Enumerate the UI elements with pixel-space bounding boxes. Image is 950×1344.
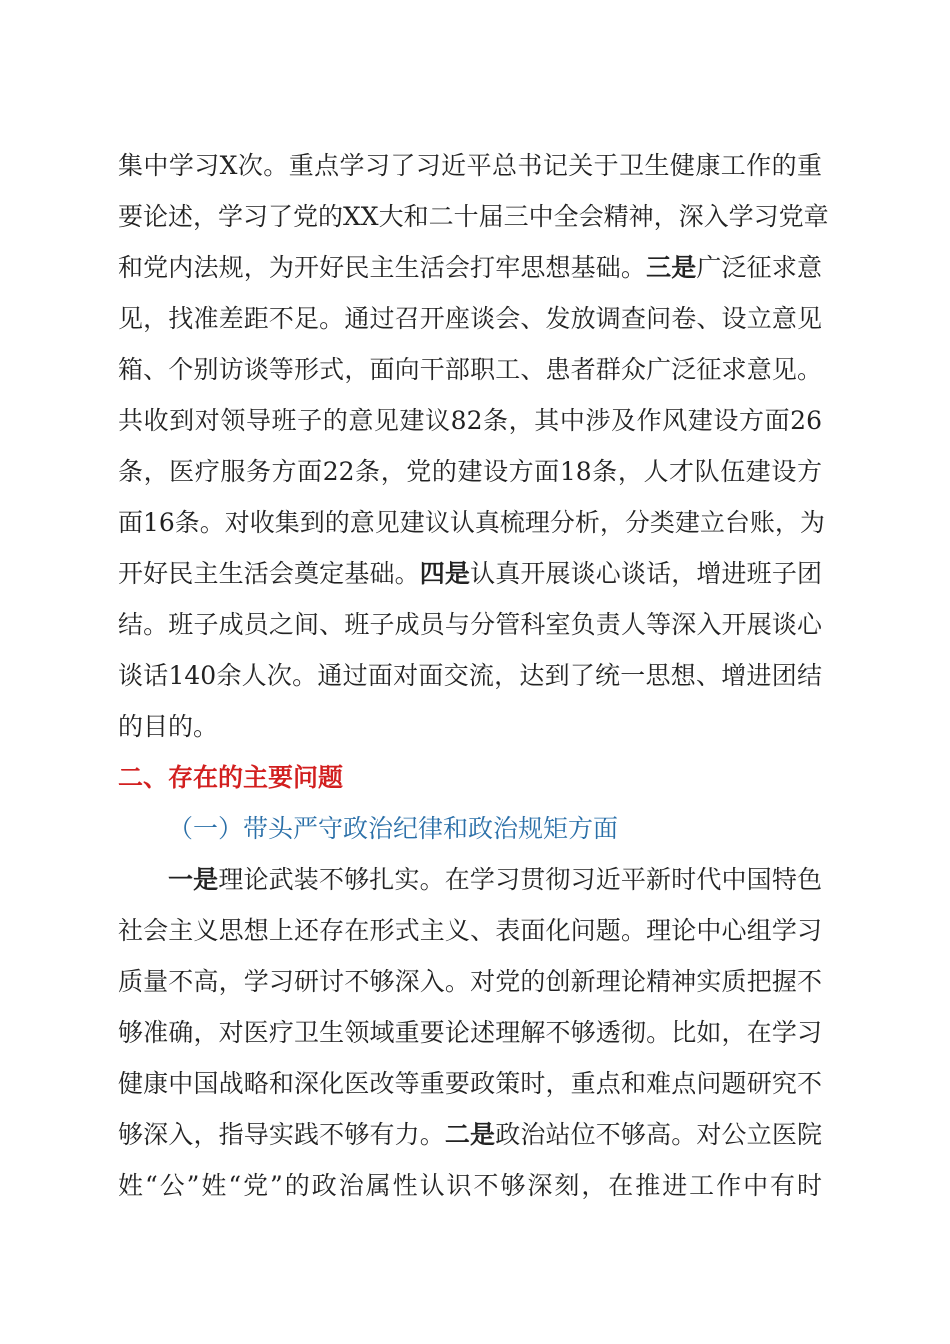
text-line: 健康中国战略和深化医改等重要政策时，重点和难点问题研究不 (118, 1069, 822, 1098)
text-line: 条，医疗服务方面22条，党的建设方面18条，人才队伍建设方 (118, 457, 822, 486)
text-line: 姓“公”姓“党”的政治属性认识不够深刻，在推进工作中有时 (118, 1171, 822, 1200)
text-line: 一是理论武装不够扎实。在学习贯彻习近平新时代中国特色 (168, 865, 822, 894)
text-line: 质量不高，学习研讨不够深入。对党的创新理论精神实质把握不 (118, 967, 822, 996)
text-line: 开好民主生活会奠定基础。四是认真开展谈心谈话，增进班子团 (118, 559, 822, 588)
text-line: 面16条。对收集到的意见建议认真梳理分析，分类建立台账，为 (118, 508, 825, 537)
text-line: 够深入，指导实践不够有力。二是政治站位不够高。对公立医院 (118, 1120, 822, 1149)
text-line: 的目的。 (118, 712, 219, 741)
bold-marker: 一是 (168, 865, 219, 894)
section-heading: 二、存在的主要问题 (118, 763, 344, 792)
text-line: 结。班子成员之间、班子成员与分管科室负责人等深入开展谈心 (118, 610, 822, 639)
bold-marker: 四是 (419, 559, 471, 588)
bold-marker: 二是 (444, 1120, 496, 1149)
text-line: 共收到对领导班子的意见建议82条，其中涉及作风建设方面26 (118, 406, 822, 435)
text-line: 社会主义思想上还存在形式主义、表面化问题。理论中心组学习 (118, 916, 822, 945)
text-line: 见，找准差距不足。通过召开座谈会、发放调查问卷、设立意见 (118, 304, 822, 333)
text-line: 谈话140余人次。通过面对面交流，达到了统一思想、增进团结 (118, 661, 822, 690)
document-body (118, 140, 829, 1211)
bold-marker: 三是 (646, 253, 697, 282)
text-line: 和党内法规，为开好民主生活会打牢思想基础。三是广泛征求意 (118, 253, 822, 282)
text-line: 要论述，学习了党的XX大和二十届三中全会精神，深入学习党章 (118, 202, 829, 231)
text-line: 集中学习X次。重点学习了习近平总书记关于卫生健康工作的重 (118, 151, 822, 180)
text-line: 够准确，对医疗卫生领域重要论述理解不够透彻。比如，在学习 (118, 1018, 822, 1047)
subsection-heading: （一）带头严守政治纪律和政治规矩方面 (168, 814, 619, 843)
text-line: 箱、个别访谈等形式，面向干部职工、患者群众广泛征求意见。 (118, 355, 822, 384)
